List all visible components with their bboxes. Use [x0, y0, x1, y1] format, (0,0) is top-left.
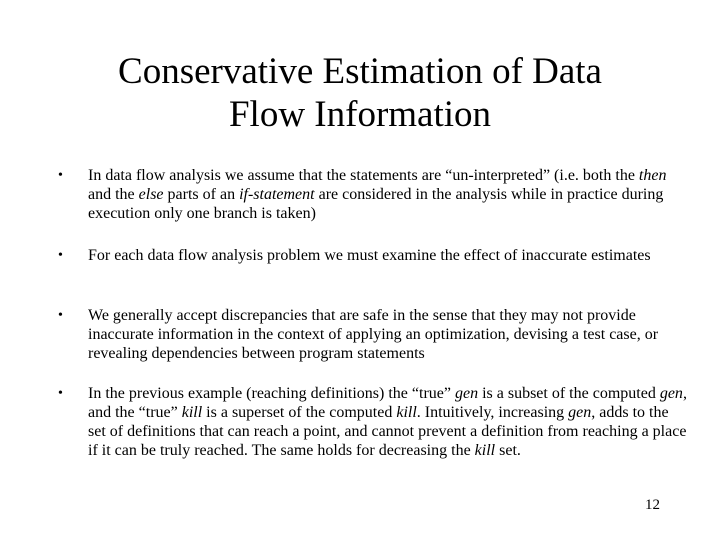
text-run: . Intuitively, increasing — [416, 404, 569, 421]
italic-term: gen — [454, 385, 479, 402]
italic-term: kill — [396, 404, 417, 421]
bullet-marker: • — [58, 386, 63, 401]
text-run: In the previous example (reaching definitions) the “true” — [88, 385, 455, 402]
text-run: , and the “true” — [88, 385, 687, 421]
text-run: and the — [88, 186, 139, 203]
italic-term: else — [138, 186, 164, 203]
text-run: is a subset of the computed — [478, 385, 660, 402]
bullet-marker: • — [58, 248, 63, 263]
italic-term: if-statement — [239, 186, 315, 203]
bullet-text — [88, 246, 688, 265]
italic-term: kill — [181, 404, 203, 421]
bullet-marker: • — [58, 168, 63, 183]
bullet-marker: • — [58, 308, 63, 323]
text-run: parts of an — [163, 186, 240, 203]
text-run: set. — [495, 442, 521, 459]
italic-term: then — [638, 167, 667, 184]
slide-title-line-1: Conservative Estimation of Data — [118, 51, 602, 92]
page-number: 12 — [645, 497, 660, 513]
italic-term: kill — [474, 442, 496, 459]
text-run: For each data flow analysis problem we must examine the effect of inaccurate estimates — [88, 247, 651, 264]
bullet-text — [88, 384, 688, 460]
italic-term: gen — [568, 404, 592, 421]
text-run: In data flow analysis we assume that the statements are “un-interpreted” (i.e. both the — [88, 167, 639, 184]
italic-term: gen — [659, 385, 683, 402]
text-run: is a superset of the computed — [202, 404, 397, 421]
slide-title — [60, 50, 660, 136]
text-run: We generally accept discrepancies that are safe in the sense that they may not provide inaccurate information in the context of applying an optimization, devising a test case, or revealing dependencies between program statements — [88, 307, 659, 362]
bullet-text — [88, 306, 688, 363]
text-run: , adds to the set of definitions that can reach a point, and cannot prevent a definition from reaching a place if it can be truly reached. The same holds for decreasing the — [88, 404, 687, 459]
text-run: are considered in the analysis while in practice during execution only one branch is taken) — [88, 186, 664, 222]
slide-title-line-2: Flow Information — [228, 94, 492, 135]
bullet-text — [88, 166, 688, 223]
